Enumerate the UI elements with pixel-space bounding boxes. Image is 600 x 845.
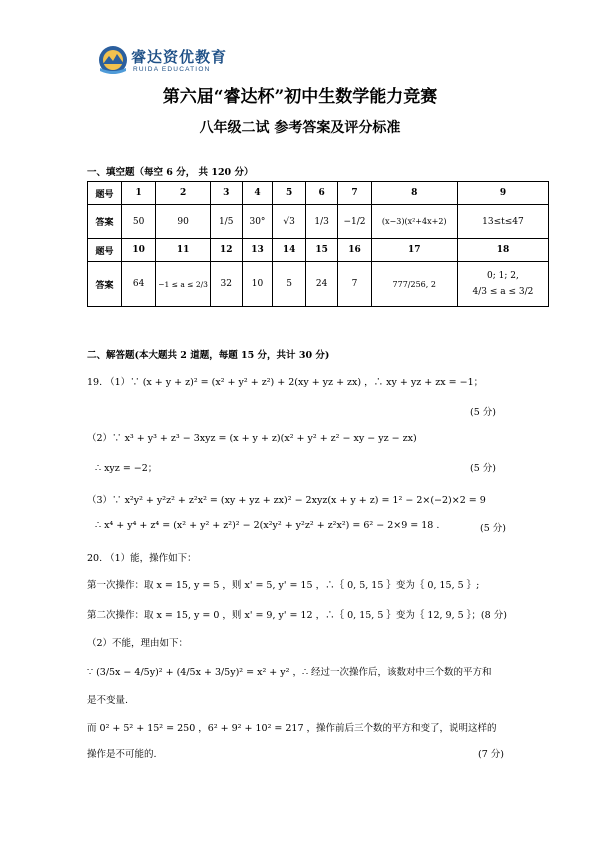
question-number: 13 — [242, 239, 273, 262]
answer-cell: 13≤t≤47 — [457, 205, 548, 239]
question-number: 5 — [273, 182, 305, 205]
q19-score-2: (5 分) — [470, 463, 496, 474]
answer-cell: −1 ≤ a ≤ 2/3 — [156, 262, 211, 307]
question-number: 16 — [338, 239, 371, 262]
q20-line-8: 操作是不可能的. — [87, 749, 157, 760]
q20-line-3: 第二次操作：取 x = 15, y = 0 ，则 x' = 9, y' = 12 ，∴｛ 0, 15, 5 ｝变为｛ 12, 9, 5 ｝；(8 分) — [87, 610, 507, 621]
question-number: 7 — [338, 182, 371, 205]
question-number: 14 — [273, 239, 305, 262]
answer-cell: 1/5 — [210, 205, 242, 239]
q19-line-3: ∴ xyz = −2； — [95, 463, 158, 474]
question-number: 15 — [305, 239, 338, 262]
logo-chinese-text: 睿达资优教育 — [131, 48, 228, 66]
answer-cell: √3 — [273, 205, 305, 239]
header-label: 题号 — [88, 182, 122, 205]
answer-cell: 10 — [242, 262, 273, 307]
q19-score-1: (5 分) — [470, 407, 496, 418]
answer-table — [87, 181, 549, 307]
q19-line-1: 19. （1）∵ (x + y + z)² = (x² + y² + z²) + 2(xy + yz + zx) ，∴ xy + yz + zx = −1； — [87, 377, 484, 388]
question-number: 10 — [122, 239, 156, 262]
answer-cell: 5 — [273, 262, 305, 307]
answer-cell: 1/3 — [305, 205, 338, 239]
q20-line-4: （2）不能，理由如下： — [87, 638, 189, 649]
question-number: 18 — [457, 239, 548, 262]
logo — [97, 44, 228, 80]
answer-label: 答案 — [88, 205, 122, 239]
answer-cell: 90 — [156, 205, 211, 239]
header-label: 题号 — [88, 239, 122, 262]
q20-line-1: 20. （1）能，操作如下： — [87, 553, 197, 564]
question-number: 1 — [122, 182, 156, 205]
answer-cell: 64 — [122, 262, 156, 307]
section-fill-blank-heading: 一、填空题（每空 6 分， 共 120 分） — [87, 167, 254, 178]
question-number: 6 — [305, 182, 338, 205]
q19-line-5: ∴ x⁴ + y⁴ + z⁴ = (x² + y² + z²)² − 2(x²y² + y²z² + z²x²) = 6² − 2×9 = 18 . — [95, 520, 440, 531]
answer-cell: 30° — [242, 205, 273, 239]
q20-line-5: ∵ (3/5x − 4/5y)² + (4/5x + 3/5y)² = x² + y² ，∴ 经过一次操作后，该数对中三个数的平方和 — [87, 667, 492, 678]
answer-line: 0; 1; 2, — [487, 271, 519, 281]
q20-line-6: 是不变量. — [87, 695, 129, 706]
q20-line-7: 而 0² + 5² + 15² = 250 ，6² + 9² + 10² = 217 ，操作前后三个数的平方和变了，说明这样的 — [87, 723, 497, 734]
q19-line-2: （2）∵ x³ + y³ + z³ − 3xyz = (x + y + z)(x² + y² + z² − xy − yz − zx) — [87, 433, 417, 444]
question-number: 17 — [371, 239, 457, 262]
q19-line-4: （3）∵ x²y² + y²z² + z²x² = (xy + yz + zx)² − 2xyz(x + y + z) = 1² − 2×(−2)×2 = 9 — [87, 495, 486, 506]
table-row — [88, 182, 549, 205]
page-subtitle: 八年级二试 参考答案及评分标准 — [199, 120, 401, 136]
answer-label: 答案 — [88, 262, 122, 307]
answer-cell: 777/256, 2 — [371, 262, 457, 307]
q19-score-3: (5 分) — [480, 523, 506, 534]
question-number: 4 — [242, 182, 273, 205]
question-number: 2 — [156, 182, 211, 205]
question-number: 8 — [371, 182, 457, 205]
question-number: 3 — [210, 182, 242, 205]
answer-cell: (x−3)(x²+4x+2) — [371, 205, 457, 239]
table-row — [88, 205, 549, 239]
question-number: 11 — [156, 239, 211, 262]
page-title: 第六届“睿达杯”初中生数学能力竞赛 — [162, 87, 438, 107]
table-row — [88, 262, 549, 307]
question-number: 9 — [457, 182, 548, 205]
answer-cell: 50 — [122, 205, 156, 239]
answer-cell: 24 — [305, 262, 338, 307]
answer-cell: 7 — [338, 262, 371, 307]
table-row — [88, 239, 549, 262]
logo-emblem-icon — [97, 44, 129, 78]
answer-line: 4/3 ≤ a ≤ 3/2 — [472, 287, 534, 297]
section-solution-heading: 二、解答题(本大题共 2 道题，每题 15 分，共计 30 分) — [87, 350, 330, 361]
answer-cell: −1/2 — [338, 205, 371, 239]
q20-line-2: 第一次操作：取 x = 15, y = 5 ，则 x' = 5, y' = 15 ，∴｛ 0, 5, 15 ｝变为｛ 0, 15, 5 ｝; — [87, 580, 480, 591]
answer-cell — [457, 262, 548, 307]
logo-english-text: RUIDA EDUCATION — [133, 66, 211, 73]
answer-cell: 32 — [210, 262, 242, 307]
q20-score: (7 分) — [478, 749, 504, 760]
question-number: 12 — [210, 239, 242, 262]
